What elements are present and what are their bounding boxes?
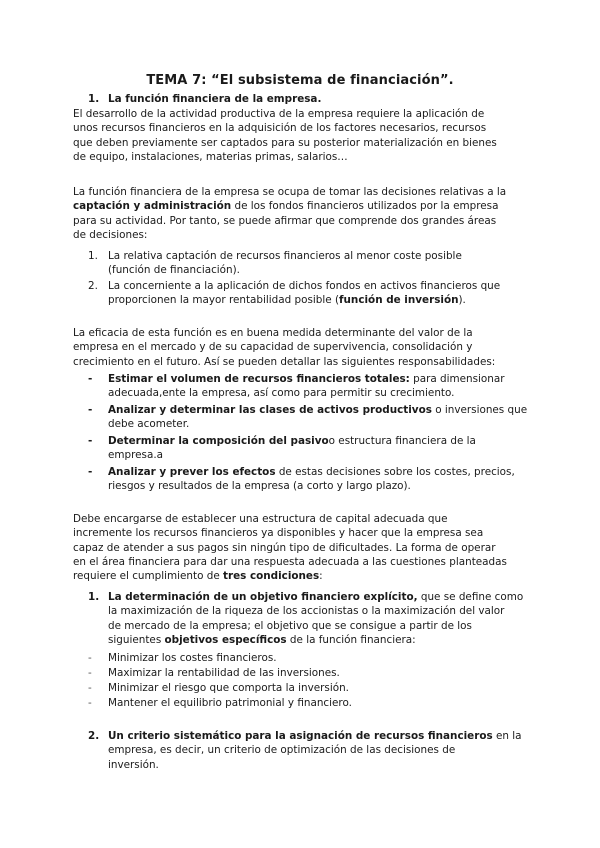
- bold-term: tres condiciones: [223, 570, 320, 583]
- list-number: 2.: [88, 280, 98, 292]
- section-number: 1.: [88, 93, 100, 105]
- text-fragment: de la función financiera:: [286, 633, 416, 646]
- list-dash: -: [88, 404, 93, 416]
- text-line: para su actividad. Por tanto, se puede afirmar que comprende dos grandes áreas: [73, 214, 497, 227]
- text-line: la maximización de la riqueza de los accionistas o la maximización del valor: [108, 605, 505, 618]
- condition-number: 2.: [88, 730, 100, 742]
- text-line: empresa en el mercado y de su capacidad de supervivencia, consolidación y: [73, 341, 473, 354]
- bold-term: Estimar el volumen de recursos financieros totales:: [108, 373, 410, 385]
- text-fragment: de estas decisiones sobre los costes, precios,: [275, 466, 515, 478]
- text-line: de mercado de la empresa; el objetivo que se consigue a partir de los: [108, 619, 472, 632]
- text-line: La eficacia de esta función es en buena medida determinante del valor de la: [73, 327, 473, 339]
- text-line: (función de financiación).: [108, 264, 240, 277]
- section-heading-text: La función financiera de la empresa.: [108, 93, 322, 105]
- objective-item: Minimizar los costes financieros.: [108, 652, 277, 664]
- text-line: incremente los recursos financieros ya disponibles y hacer que la empresa sea: [73, 527, 484, 540]
- bold-term: captación y administración: [73, 200, 232, 213]
- text-line: de decisiones:: [73, 228, 148, 241]
- list-item: [108, 465, 538, 494]
- list-dash: -: [88, 697, 92, 709]
- text-line: [108, 729, 538, 743]
- efficacy-paragraph: [73, 326, 535, 369]
- list-dash: -: [88, 435, 93, 447]
- text-line: [108, 633, 538, 647]
- text-line: [73, 569, 535, 583]
- text-line: capaz de atender a sus pagos sin ningún tipo de dificultades. La forma de operar: [73, 541, 496, 554]
- text-fragment: :: [319, 570, 323, 583]
- text-line: riesgos y resultados de la empresa (a corto y largo plazo).: [108, 480, 411, 493]
- text-line: [108, 293, 538, 307]
- objective-item: Mantener el equilibrio patrimonial y financiero.: [108, 697, 352, 709]
- bold-term: La determinación de un objetivo financiero explícito,: [108, 591, 418, 603]
- bold-term: Analizar y prever los efectos: [108, 466, 276, 478]
- list-number: 1.: [88, 250, 98, 262]
- text-fragment: requiere el cumplimiento de: [73, 570, 224, 583]
- bold-term: función de inversión: [339, 294, 459, 307]
- list-item: [108, 372, 538, 401]
- text-line: [108, 372, 538, 386]
- list-dash: -: [88, 682, 92, 694]
- text-fragment: o inversiones que: [431, 404, 528, 416]
- text-line: La relativa captación de recursos financieros al menor coste posible: [108, 250, 462, 262]
- list-dash: -: [88, 373, 93, 385]
- condition-item: [108, 729, 538, 772]
- list-item: [108, 403, 538, 432]
- list-item: [108, 249, 538, 278]
- objective-item: Maximizar la rentabilidad de las inversiones.: [108, 667, 340, 679]
- text-line: debe acometer.: [108, 418, 190, 431]
- text-line: inversión.: [108, 758, 159, 771]
- text-line: La función financiera de la empresa se ocupa de tomar las decisiones relativas a la: [73, 186, 507, 198]
- text-fragment: proporcionen la mayor rentabilidad posible (: [108, 294, 340, 307]
- text-line: que deben previamente ser captados para su posterior materialización en bienes: [73, 136, 497, 149]
- text-line: [73, 199, 535, 213]
- text-line: [108, 434, 538, 448]
- page-title: TEMA 7: “El subsistema de financiación”.: [146, 73, 454, 88]
- text-line: El desarrollo de la actividad productiva de la empresa requiere la aplicación de: [73, 108, 485, 120]
- bold-term: Determinar la composición del pasivo: [108, 435, 329, 447]
- text-fragment: siguientes: [108, 633, 165, 646]
- text-line: en el área financiera para dar una respuesta adecuada a las cuestiones planteadas: [73, 555, 507, 568]
- intro-paragraph: [73, 107, 535, 164]
- objective-item: Minimizar el riesgo que comporta la inversión.: [108, 682, 349, 694]
- text-fragment: de los fondos financieros utilizados por la empresa: [231, 200, 499, 213]
- section-heading: [108, 92, 538, 106]
- list-dash: -: [88, 667, 92, 679]
- text-line: [108, 403, 538, 417]
- text-line: crecimiento en el futuro. Así se pueden detallar las siguientes responsabilidades:: [73, 355, 496, 368]
- text-fragment: para dimensionar: [409, 373, 505, 385]
- text-line: Debe encargarse de establecer una estructura de capital adecuada que: [73, 513, 448, 525]
- text-fragment: que se define como: [417, 591, 524, 603]
- text-fragment: ).: [458, 294, 466, 307]
- text-line: La concerniente a la aplicación de dichos fondos en activos financieros que: [108, 280, 501, 292]
- text-line: unos recursos financieros en la adquisición de los factores necesarios, recursos: [73, 122, 487, 135]
- text-line: [108, 465, 538, 479]
- bold-term: Un criterio sistemático para la asignación de recursos financieros: [108, 730, 493, 742]
- text-line: empresa.a: [108, 449, 163, 462]
- condition-number: 1.: [88, 591, 100, 603]
- bold-term: Analizar y determinar las clases de activos productivos: [108, 404, 432, 416]
- bold-term: objetivos específicos: [164, 633, 287, 646]
- list-dash: -: [88, 466, 93, 478]
- list-item: [108, 434, 538, 463]
- list-item: [108, 279, 538, 308]
- text-line: empresa, es decir, un criterio de optimización de las decisiones de: [108, 744, 456, 757]
- text-line: de equipo, instalaciones, materias primas, salarios…: [73, 150, 348, 163]
- condition-item: [108, 590, 538, 647]
- function-paragraph: [73, 185, 535, 242]
- text-line: [108, 590, 538, 604]
- structure-paragraph: [73, 512, 535, 583]
- text-fragment: o estructura financiera de la: [328, 435, 476, 447]
- text-line: adecuada,ente la empresa, así como para permitir su crecimiento.: [108, 387, 455, 400]
- list-dash: -: [88, 652, 92, 664]
- text-fragment: en la: [492, 730, 522, 742]
